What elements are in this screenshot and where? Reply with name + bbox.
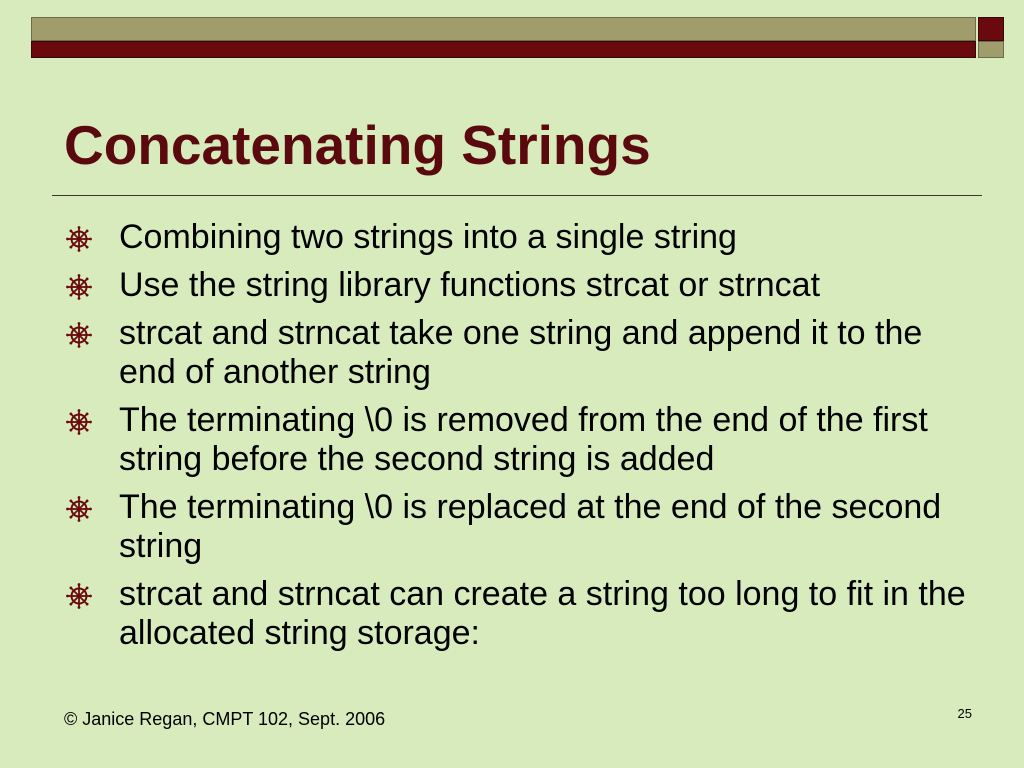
ship-wheel-icon <box>66 496 92 522</box>
bullet-item <box>64 488 974 566</box>
bullet-text: Use the string library functions strcat or strncat <box>119 266 821 304</box>
ship-wheel-icon <box>66 226 92 252</box>
bullet-item <box>64 218 974 257</box>
header-bar-maroon <box>31 41 976 58</box>
page-number: 25 <box>957 706 972 721</box>
ship-wheel-icon <box>66 322 92 348</box>
slide-title: Concatenating Strings <box>64 114 651 176</box>
ship-wheel-icon <box>66 274 92 300</box>
bullet-item <box>64 401 974 479</box>
header-square-olive <box>978 41 1004 58</box>
bullet-list <box>64 218 974 662</box>
bullet-item <box>64 266 974 305</box>
bullet-text: Combining two strings into a single string <box>119 218 737 256</box>
bullet-item <box>64 575 974 653</box>
bullet-text: The terminating \0 is removed from the end of the first string before the second string is added <box>119 401 928 478</box>
header-square-maroon <box>978 17 1004 41</box>
title-divider <box>52 195 982 196</box>
footer-copyright: © Janice Regan, CMPT 102, Sept. 2006 <box>64 709 386 729</box>
bullet-text: The terminating \0 is replaced at the end of the second string <box>119 488 942 565</box>
ship-wheel-icon <box>66 409 92 435</box>
bullet-text: strcat and strncat take one string and append it to the end of another string <box>119 314 923 391</box>
ship-wheel-icon <box>66 583 92 609</box>
bullet-item <box>64 314 974 392</box>
header-bar-olive <box>31 17 976 41</box>
bullet-text: strcat and strncat can create a string too long to fit in the allocated string storage: <box>119 575 966 652</box>
